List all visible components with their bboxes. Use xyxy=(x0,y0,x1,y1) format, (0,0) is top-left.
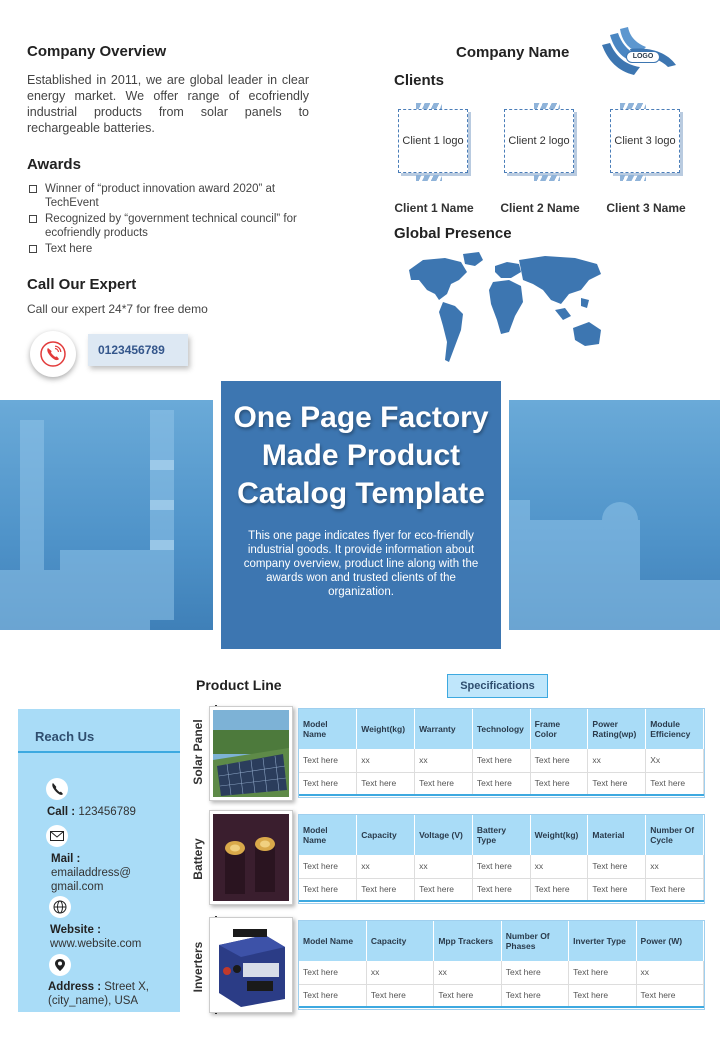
reach-website: Website : www.website.com xyxy=(50,924,142,950)
location-icon xyxy=(49,954,71,976)
table-row: Text here Text here Text here Text here Text here Text here Text here xyxy=(299,878,704,901)
hero-description: This one page indicates flyer for eco-friendly industrial goods. It provide information about company overview, product line along with the awards won and trusted clients of the organization. xyxy=(243,530,479,598)
reach-mail: Mail : emailaddress@ gmail.com xyxy=(51,853,132,893)
client-2-logo: Client 2 logo xyxy=(504,103,578,179)
expert-phone[interactable]: 0123456789 xyxy=(88,334,188,366)
reach-title: Reach Us xyxy=(18,721,180,753)
battery-label: Battery xyxy=(191,838,205,880)
award-item: Text here xyxy=(27,242,317,256)
client-3-name: Client 3 Name xyxy=(606,201,686,215)
checkbox-icon xyxy=(29,185,37,193)
table-row: Text here Text here Text here Text here Text here Text here Text here xyxy=(299,772,704,795)
awards-title: Awards xyxy=(27,156,81,173)
client-3-logo: Client 3 logo xyxy=(610,103,684,179)
mail-icon xyxy=(46,825,68,847)
checkbox-icon xyxy=(29,245,37,253)
awards-list xyxy=(27,182,317,258)
globe-icon xyxy=(49,896,71,918)
inverters-label: Inverters xyxy=(191,941,205,993)
expert-text: Call our expert 24*7 for free demo xyxy=(27,302,208,316)
inverters-table: Model Name Capacity Mpp Trackers Number Of Phases Inverter Type Power (W) Text here xx xx Text here Text here xx Text here Text here Text here Text here Text here Text here xyxy=(299,921,704,1008)
overview-title: Company Overview xyxy=(27,43,167,60)
battery-image xyxy=(209,810,293,905)
solar-panel-table: Model Name Weight(kg) Warranty Technology Frame Color Power Rating(wp) Module Efficiency Text here xx xx Text here Text here xx Xx Text here Text here Text here Text here Text here Text here Text here xyxy=(299,709,704,796)
award-item: Winner of “product innovation award 2020” at TechEvent xyxy=(27,182,317,210)
specifications-button[interactable]: Specifications xyxy=(447,674,548,698)
global-title: Global Presence xyxy=(394,225,512,242)
company-name: Company Name xyxy=(456,44,570,61)
battery-table: Model Name Capacity Voltage (V) Battery Type Weight(kg) Material Number Of Cycle Text here xx xx Text here xx Text here xx Text here Text here Text here Text here Text here Text here Text here xyxy=(299,815,704,902)
table-row: Text here xx xx Text here xx Text here xx xyxy=(299,855,704,878)
company-logo xyxy=(596,27,678,79)
overview-text: Established in 2011, we are global leader in clear energy market. We offer range of ecofriendly industrial products from solar panels to rechargeable batteries. xyxy=(27,73,309,135)
solar-panel-image xyxy=(209,706,293,801)
inverter-image xyxy=(209,917,293,1013)
phone-button[interactable] xyxy=(30,331,76,377)
table-row: Text here xx xx Text here Text here xx Xx xyxy=(299,749,704,772)
table-row: Text here xx xx Text here Text here xx xyxy=(299,961,704,984)
phone-contact-icon xyxy=(46,778,68,800)
world-map-icon xyxy=(405,250,610,370)
hero-title-box xyxy=(213,373,509,657)
client-1-logo: Client 1 logo xyxy=(398,103,472,179)
reach-us-panel xyxy=(18,709,180,1012)
reach-call: Call : 123456789 xyxy=(47,806,136,818)
hero-title: One Page Factory Made Product Catalog Template xyxy=(233,401,489,510)
logo-text: LOGO xyxy=(626,51,660,63)
clients-title: Clients xyxy=(394,72,445,89)
award-item: Recognized by “government technical council” for ecofriendly products xyxy=(27,212,317,240)
expert-title: Call Our Expert xyxy=(27,276,137,293)
phone-icon xyxy=(40,341,66,367)
solar-panel-label: Solar Panel xyxy=(191,719,205,785)
checkbox-icon xyxy=(29,215,37,223)
product-line-title: Product Line xyxy=(196,677,282,693)
reach-address: Address : Street X, (city_name), USA xyxy=(48,981,149,1007)
table-row: Text here Text here Text here Text here Text here Text here xyxy=(299,984,704,1007)
client-1-name: Client 1 Name xyxy=(394,201,474,215)
client-2-name: Client 2 Name xyxy=(500,201,580,215)
